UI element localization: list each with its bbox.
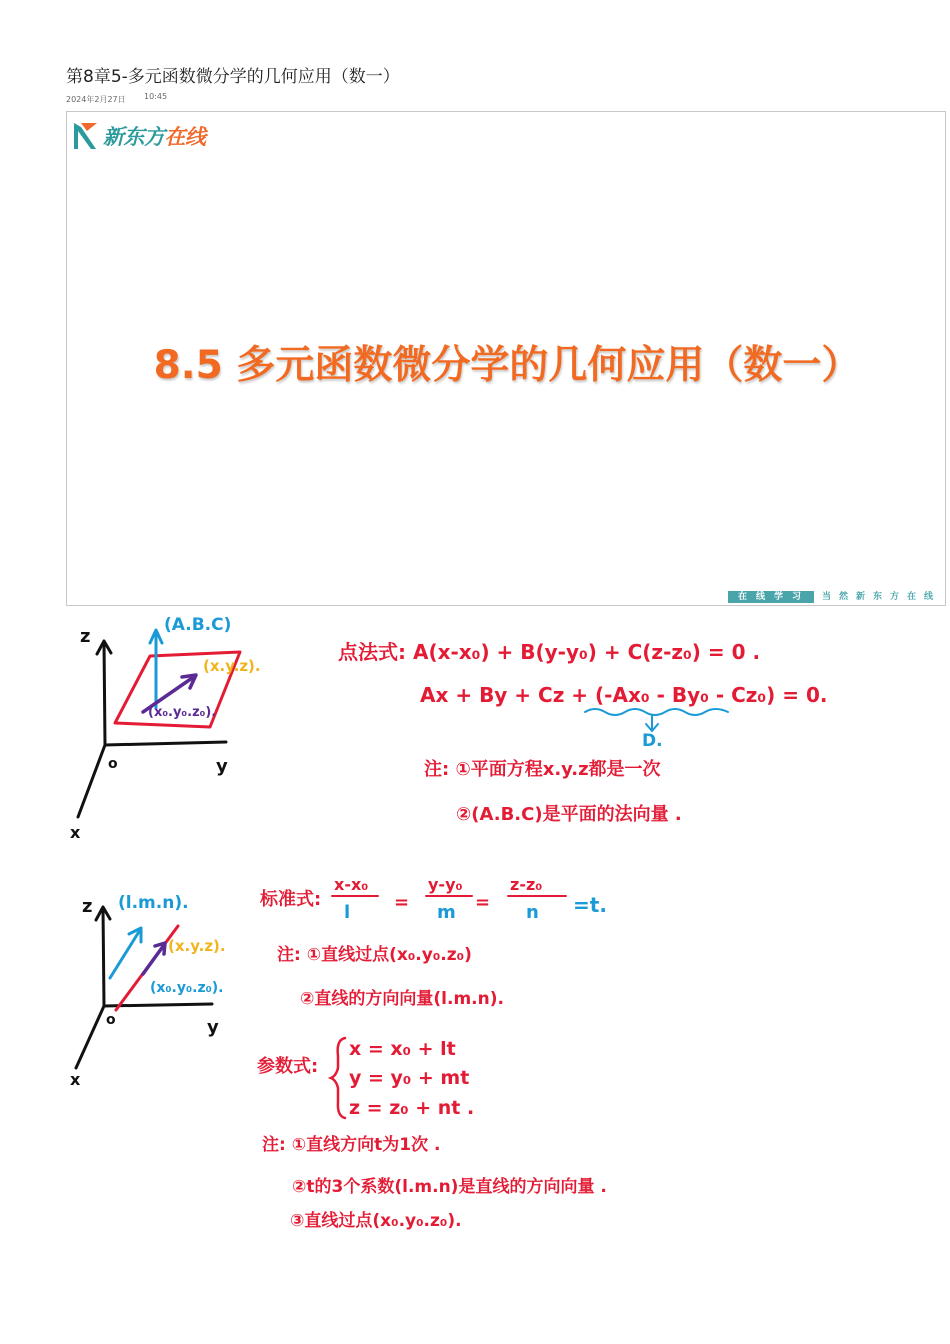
general-form: Ax + By + Cz + (-Ax₀ - By₀ - Cz₀) = 0. xyxy=(420,683,828,707)
line-axis-z-label: z xyxy=(82,896,93,917)
line-segment-vector xyxy=(143,945,164,974)
frac3-denominator: n xyxy=(526,902,539,923)
plane-axis-x xyxy=(78,745,105,817)
line-direction-label: (l.m.n). xyxy=(118,893,189,913)
line-direction-vector xyxy=(110,930,140,978)
param-note-1: 注: ①直线方向t为1次 . xyxy=(262,1135,441,1155)
equals-2: = xyxy=(475,892,491,913)
logo xyxy=(71,116,206,156)
point-normal-form: 点法式: A(x-x₀) + B(y-y₀) + C(z-z₀) = 0 . xyxy=(338,640,761,664)
constant-term-annotation xyxy=(585,709,728,731)
slide-heading: 8.5 多元函数微分学的几何应用（数一） xyxy=(153,343,861,388)
page-title: 第8章5-多元函数微分学的几何应用（数一） xyxy=(66,67,400,87)
plane-axis-y xyxy=(105,742,226,745)
line-note-1: 注: ①直线过点(x₀.y₀.z₀) xyxy=(277,945,472,965)
frac1-denominator: l xyxy=(344,902,351,923)
slide-image xyxy=(66,111,946,606)
plane-point-label: (x.y.z). xyxy=(203,657,261,675)
slide-footer xyxy=(728,590,941,603)
frac3-numerator: z-z₀ xyxy=(510,875,543,894)
line-note-2: ②直线的方向向量(l.m.n). xyxy=(300,989,504,1009)
constant-d-label: D. xyxy=(642,731,663,751)
line-origin-label: o xyxy=(106,1012,116,1028)
plane-axis-z xyxy=(104,642,105,745)
plane-axis-x-label: x xyxy=(70,823,81,842)
line-axis-x xyxy=(76,1006,104,1068)
param-note-3: ③直线过点(x₀.y₀.z₀). xyxy=(290,1211,462,1231)
plane-axis-z-label: z xyxy=(80,626,91,647)
param-x: x = x₀ + lt xyxy=(349,1038,456,1060)
frac2-denominator: m xyxy=(437,902,456,923)
param-note-2: ②t的3个系数(l.m.n)是直线的方向向量 . xyxy=(292,1177,607,1197)
line-base-point-label: (x₀.y₀.z₀). xyxy=(150,980,224,996)
footer-slogan-right: 当然新东方在线 xyxy=(821,591,941,602)
frac2-numerator: y-y₀ xyxy=(428,875,463,894)
parametric-form-label: 参数式: xyxy=(257,1056,319,1077)
plane-base-point-label: (x₀.y₀.z₀). xyxy=(148,705,217,720)
footer-slogan-left: 在线学习 xyxy=(728,591,814,603)
logo-mark-icon xyxy=(71,121,99,151)
line-point-label: (x.y.z). xyxy=(168,937,226,955)
line-axis-y-label: y xyxy=(207,1017,219,1038)
equals-t: =t. xyxy=(573,893,607,917)
plane-normal-label: (A.B.C) xyxy=(164,615,232,635)
plane-note-1: 注: ①平面方程x.y.z都是一次 xyxy=(424,759,661,780)
handwritten-notes xyxy=(0,608,950,1248)
parametric-brace xyxy=(331,1038,345,1118)
plane-note-2: ②(A.B.C)是平面的法向量 . xyxy=(456,804,682,825)
line-axis-x-label: x xyxy=(70,1070,81,1089)
line-axis-z xyxy=(103,908,104,1006)
note-date: 2024年2月27日 xyxy=(66,95,126,104)
plane-axis-y-label: y xyxy=(216,756,228,777)
param-y: y = y₀ + mt xyxy=(349,1067,470,1089)
plane-origin-label: o xyxy=(108,756,118,772)
frac1-numerator: x-x₀ xyxy=(334,875,369,894)
logo-text: 新东方在线 xyxy=(103,125,206,149)
equals-1: = xyxy=(394,892,410,913)
note-time: 10:45 xyxy=(144,92,168,101)
param-z: z = z₀ + nt . xyxy=(349,1097,475,1119)
symmetric-form-label: 标准式: xyxy=(260,889,322,910)
